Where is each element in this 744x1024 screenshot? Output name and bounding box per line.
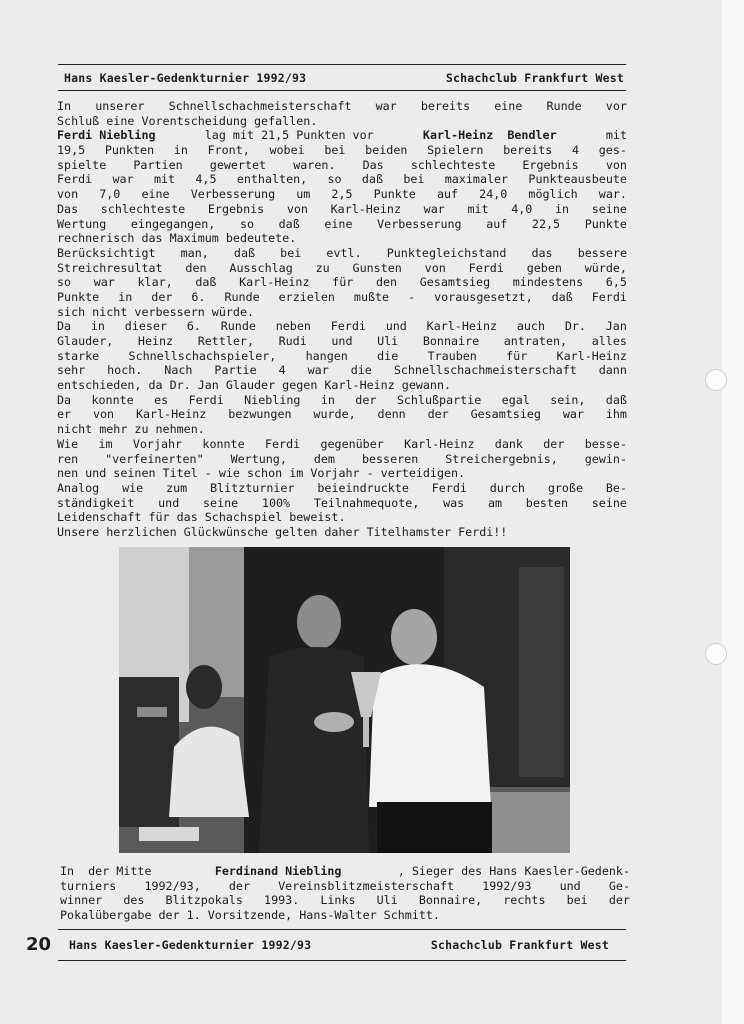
text-segment: Berücksichtigt man, daß bei evtl. Punktegleichstand das bessere bbox=[57, 245, 627, 260]
page-number: 20 bbox=[26, 934, 52, 955]
text-segment: turniers 1992/93, der Vereinsblitzmeisterschaft 1992/93 und Ge- bbox=[60, 878, 630, 893]
text-segment: 19,5 Punkten in Front, wobei bei beiden Spielern bereits 4 ges- bbox=[57, 143, 627, 158]
text-segment: Analog wie zum Blitzturnier beieindruckte Ferdi durch große Be- bbox=[57, 480, 627, 495]
text-line bbox=[57, 437, 627, 452]
text-line bbox=[57, 334, 627, 349]
text-segment: sich nicht verbessern würde. bbox=[57, 304, 255, 319]
text-segment: mit bbox=[598, 128, 627, 143]
footer-title: Hans Kaesler-Gedenkturnier 1992/93 bbox=[69, 938, 312, 952]
text-line bbox=[57, 510, 627, 525]
text-line bbox=[57, 217, 627, 232]
text-segment: Glauder, Heinz Rettler, Rudi und Uli Bonnaire antraten, alles bbox=[57, 334, 627, 348]
text-segment: ständigkeit und seine 100% Teilnahmequote, was am besten seine bbox=[57, 495, 627, 510]
bold-name: Ferdinand Niebling bbox=[214, 864, 342, 878]
text-segment: er von Karl-Heinz bezwungen wurde, denn der Gesamtsieg war ihm bbox=[57, 407, 627, 422]
text-line bbox=[57, 202, 627, 217]
text-segment: Streichresultat den Ausschlag zu Gunsten von Ferdi geben würde, bbox=[57, 260, 627, 275]
text-line bbox=[57, 290, 627, 305]
photo-caption bbox=[60, 864, 630, 923]
text-segment: so war klar, daß Karl-Heinz für den Gesamtsieg mindestens 6,5 bbox=[57, 275, 627, 290]
text-segment: lag mit 21,5 Punkten vor bbox=[197, 128, 381, 143]
header-club: Schachclub Frankfurt West bbox=[445, 71, 624, 85]
text-segment: Das schlechteste Ergebnis von Karl-Heinz war mit 4,0 in seine bbox=[57, 201, 627, 216]
text-segment: Wie im Vorjahr konnte Ferdi gegenüber Karl-Heinz dank der besse- bbox=[57, 436, 627, 451]
text-line bbox=[57, 349, 627, 364]
text-segment: Unsere herzlichen Glückwünsche gelten daher Titelhamster Ferdi!! bbox=[57, 524, 508, 539]
award-photo bbox=[119, 547, 570, 853]
text-segment: Da in dieser 6. Runde neben Ferdi und Karl-Heinz auch Dr. Jan bbox=[57, 319, 627, 334]
text-segment: In der Mitte bbox=[60, 864, 159, 878]
text-segment: In unserer Schnellschachmeisterschaft war bereits eine Runde vor bbox=[57, 99, 627, 113]
text-line bbox=[57, 481, 627, 496]
text-line bbox=[57, 466, 627, 481]
text-segment: winner des Blitzpokals 1993. Links Uli Bonnaire, rechts bei der bbox=[60, 893, 630, 908]
text-segment: Pokalübergabe der 1. Vorsitzende, Hans-Walter Schmitt. bbox=[60, 908, 440, 923]
footer-rule-top bbox=[58, 929, 626, 930]
text-line bbox=[57, 158, 627, 173]
text-line bbox=[57, 114, 627, 129]
text-line bbox=[57, 187, 627, 202]
text-line bbox=[57, 275, 627, 290]
text-segment: Da konnte es Ferdi Niebling in der Schlußpartie egal sein, daß bbox=[57, 392, 627, 407]
text-line bbox=[57, 422, 627, 437]
text-line bbox=[57, 172, 627, 187]
header-title: Hans Kaesler-Gedenkturnier 1992/93 bbox=[64, 71, 307, 85]
bold-name: Ferdi Niebling bbox=[57, 128, 156, 143]
text-segment: Schluß eine Vorentscheidung gefallen. bbox=[57, 113, 318, 128]
text-line bbox=[57, 246, 627, 261]
text-segment: Ferdi war mit 4,5 enthalten, so daß bei maximaler Punkteausbeute bbox=[57, 172, 627, 187]
caption-line bbox=[60, 879, 630, 894]
footer-club: Schachclub Frankfurt West bbox=[430, 938, 609, 952]
text-line bbox=[57, 393, 627, 408]
punch-hole-lower bbox=[705, 643, 727, 665]
text-line bbox=[57, 128, 627, 143]
footer-rule-bottom bbox=[58, 960, 626, 961]
text-line bbox=[57, 363, 627, 378]
text-segment: sehr hoch. Nach Partie 4 war die Schnellschachmeisterschaft dann bbox=[57, 363, 627, 378]
page-header bbox=[64, 71, 624, 85]
text-segment: starke Schnellschachspieler, hangen die Trauben für Karl-Heinz bbox=[57, 348, 627, 363]
text-segment: von 7,0 eine Verbesserung um 2,5 Punkte auf 24,0 möglich war. bbox=[57, 187, 627, 202]
header-rule-top bbox=[58, 64, 626, 65]
text-line bbox=[57, 231, 627, 246]
text-line bbox=[57, 143, 627, 158]
caption-line bbox=[60, 864, 630, 879]
text-segment: , Sieger des Hans Kaesler-Gedenk- bbox=[397, 864, 630, 878]
text-segment: Wertung eingegangen, so daß eine Verbesserung auf 22,5 Punkte bbox=[57, 216, 627, 231]
caption-line bbox=[60, 893, 630, 908]
text-segment: Punkte in der 6. Runde erzielen mußte - vorausgesetzt, daß Ferdi bbox=[57, 289, 627, 304]
text-segment: Leidenschaft für das Schachspiel beweist. bbox=[57, 510, 346, 525]
punch-hole-upper bbox=[705, 369, 727, 391]
page-footer bbox=[69, 938, 609, 952]
text-line bbox=[57, 99, 627, 114]
article-body bbox=[57, 99, 627, 540]
text-segment: ren "verfeinerten" Wertung, dem besseren Streichergebnis, gewin- bbox=[57, 451, 627, 466]
bold-name: Karl-Heinz Bendler bbox=[422, 128, 557, 143]
photo-image bbox=[119, 547, 570, 853]
text-line bbox=[57, 378, 627, 393]
text-line bbox=[57, 452, 627, 467]
text-segment: nicht mehr zu nehmen. bbox=[57, 422, 205, 437]
text-line bbox=[57, 496, 627, 511]
text-segment: entschieden, da Dr. Jan Glauder gegen Karl-Heinz gewann. bbox=[57, 378, 452, 393]
caption-line bbox=[60, 908, 630, 923]
text-segment: nen und seinen Titel - wie schon im Vorjahr - verteidigen. bbox=[57, 466, 466, 481]
text-line bbox=[57, 261, 627, 276]
binder-margin bbox=[722, 0, 744, 1024]
header-rule-bottom bbox=[58, 90, 626, 91]
text-segment: spielte Partien gewertet waren. Das schlechteste Ergebnis von bbox=[57, 157, 627, 172]
text-line bbox=[57, 319, 627, 334]
text-line bbox=[57, 407, 627, 422]
text-line bbox=[57, 305, 627, 320]
text-line bbox=[57, 525, 627, 540]
text-segment: rechnerisch das Maximum bedeutete. bbox=[57, 231, 297, 246]
